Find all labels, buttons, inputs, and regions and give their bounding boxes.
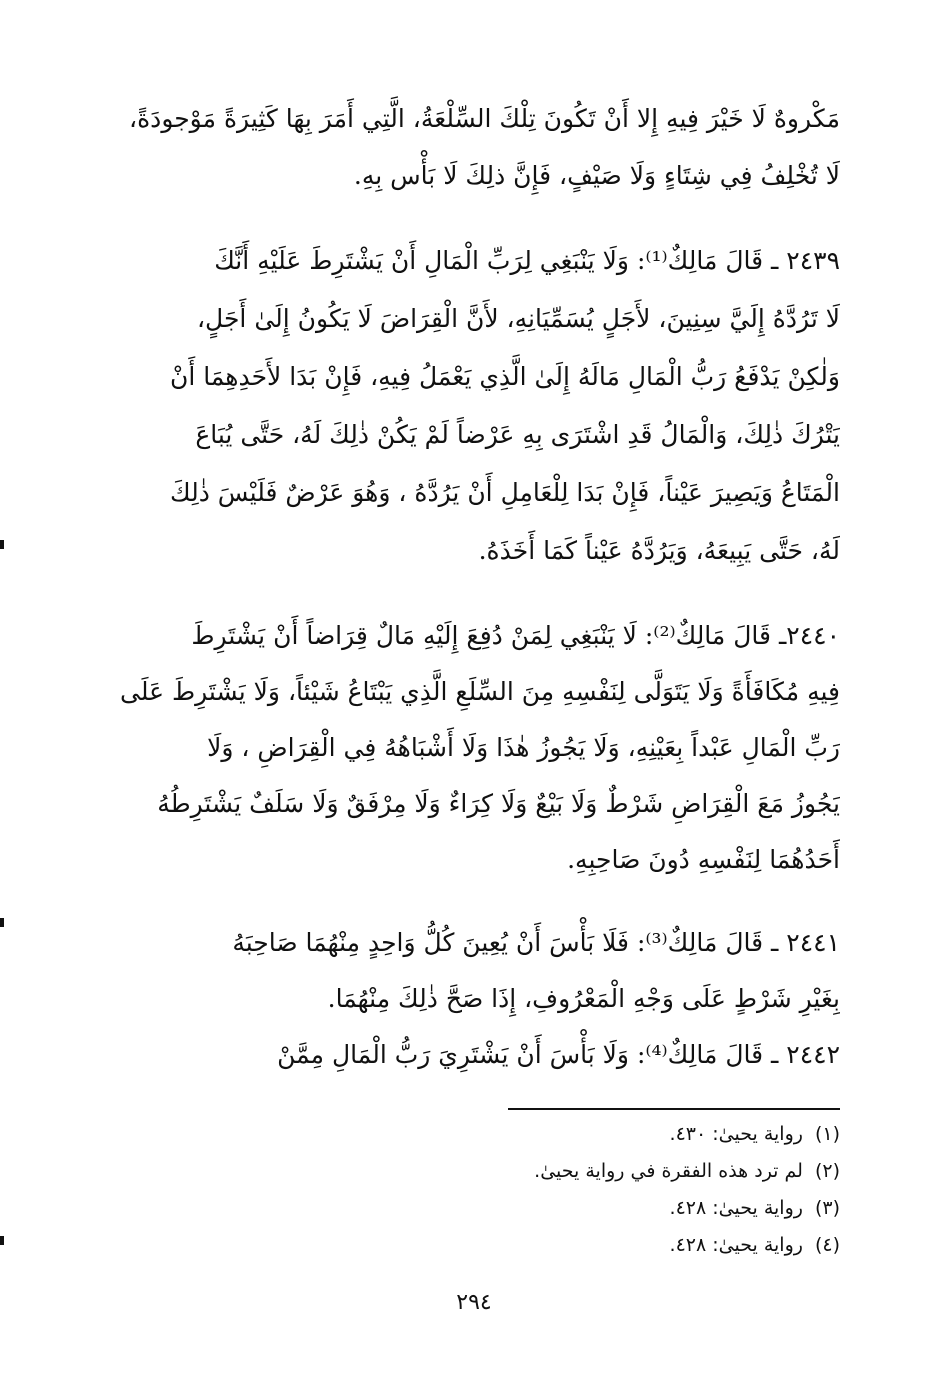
footnote-number: (٣) [814, 1197, 840, 1219]
text-line: مَكْروهٌ لَا خَيْرَ فِيهِ إِلا أَنْ تَكُونَ تِلْكَ السِّلْعَةُ، الَّتِي أَمَرَ بِهَا كَثِيرَةً مَوْجودَةً، [129, 104, 840, 133]
footnote-text: رواية يحيىٰ: ٤٢٨. [669, 1197, 803, 1219]
text-line: لَا تُخْلِفُ فِي شِتَاءٍ وَلَا صَيْفٍ، فَإِنَّ ذلِكَ لَا بَأْس بِهِ. [353, 161, 840, 190]
text-line: لَا تَرُدَّهُ إِلَيَّ سِنِينَ، لأَجَلٍ يُسَمِّيَانِهِ، لأَنَّ الْقِرَاضَ لَا يَكُونُ إِلَىٰ أَجَلٍ، [196, 304, 840, 333]
footnote-item [300, 1227, 840, 1264]
scan-margin-mark [0, 1236, 4, 1245]
text-line: الْمَتَاعُ وَيَصِيرَ عَيْناً، فَإِنْ بَدَا لِلْعَامِلِ أَنْ يَرُدَّهُ ، وَهُوَ عَرْضٌ فَلَيْسَ ذٰلِكَ [170, 478, 840, 507]
footnote-divider [508, 1108, 840, 1110]
footnote-text: رواية يحيىٰ: ٤٢٨. [669, 1234, 803, 1256]
text-line: بِغَيْرِ شَرْطٍ عَلَى وَجْهِ الْمَعْرُوفِ، إِذَا صَحَّ ذٰلِكَ مِنْهُمَا. [327, 984, 840, 1013]
text-line: ٢٤٣٩ ـ قَالَ مَالِكٌ⁽¹⁾: وَلَا يَنْبَغِي لِرَبِّ الْمَالِ أَنْ يَشْتَرِطَ عَلَيْهِ أَنَّكَ [214, 246, 840, 275]
text-line: فِيهِ مُكَافَأَةً وَلَا يَتَوَلَّى لِنَفْسِهِ مِنَ السِّلَعِ الَّذِي يَبْتَاعُ شَيْئاً، وَلَا يَشْتَرِطَ عَلَى [120, 677, 840, 706]
page-number: ٢٩٤ [456, 1290, 492, 1315]
footnote-number: (٢) [814, 1160, 840, 1182]
text-line: لَهُ، حَتَّى يَبِيعَهُ، وَيَرُدَّهُ عَيْناً كَمَا أَخَذَهُ. [478, 536, 840, 565]
scan-margin-mark [0, 918, 4, 927]
text-line: ٢٤٤٢ ـ قَالَ مَالِكٌ⁽⁴⁾: وَلَا بَأْسَ أَنْ يَشْتَرِيَ رَبُّ الْمَالِ مِمَّنْ [277, 1040, 840, 1069]
footnote-number: (٤) [814, 1234, 840, 1256]
footnote-text: رواية يحيىٰ: ٤٣٠. [669, 1123, 803, 1145]
footnote-item [300, 1190, 840, 1227]
paragraph-2442 [118, 1027, 840, 1083]
text-line: رَبِّ الْمَالِ عَبْداً بِعَيْنِهِ، وَلَا يَجُوزُ هٰذَا وَلَا أَشْبَاهُهُ فِي الْقِرَاضِ ، وَلَا [207, 733, 840, 762]
footnotes [300, 1116, 840, 1264]
text-line: يَتْرُكَ ذٰلِكَ، وَالْمَالُ قَدِ اشْتَرَى بِهِ عَرْضاً لَمْ يَكُنْ ذٰلِكَ لَهُ، حَتَّى يُبَاعَ [195, 420, 840, 449]
paragraph-2439 [118, 232, 840, 580]
text-line: يَجُوزُ مَعَ الْقِرَاضِ شَرْطٌ وَلَا بَيْعٌ وَلَا كِرَاءٌ وَلَا مِرْفَقٌ وَلَا سَلَفٌ يَشْتَرِطُهُ [157, 789, 840, 818]
text-line: أَحَدُهُمَا لِنَفْسِهِ دُونَ صَاحِبِهِ. [567, 845, 840, 874]
text-line: ٢٤٤٠ـ قَالَ مَالِكٌ⁽²⁾: لَا يَنْبَغِي لِمَنْ دُفِعَ إِلَيْهِ مَالٌ قِرَاضاً أَنْ يَشْتَرِطَ [191, 621, 840, 650]
paragraph-2441 [118, 915, 840, 1027]
footnote-item [300, 1116, 840, 1153]
text-line: وَلٰكِنْ يَدْفَعُ رَبُّ الْمَالِ مَالَهُ إِلَىٰ الَّذِي يَعْمَلُ فِيهِ، فَإِنْ بَدَا لأَحَدِهِمَا أَنْ [169, 362, 840, 391]
footnote-text: لم ترد هذه الفقرة في رواية يحيىٰ. [534, 1160, 803, 1182]
paragraph-2440 [118, 608, 840, 888]
text-line: ٢٤٤١ ـ قَالَ مَالِكٌ⁽³⁾: فَلَا بَأْسَ أَنْ يُعِينَ كُلُّ وَاحِدٍ مِنْهُمَا صَاحِبَهُ [232, 928, 840, 957]
footnote-number: (١) [814, 1123, 840, 1145]
scan-margin-mark [0, 540, 4, 549]
footnote-item [300, 1153, 840, 1190]
paragraph-continuation [118, 90, 840, 204]
